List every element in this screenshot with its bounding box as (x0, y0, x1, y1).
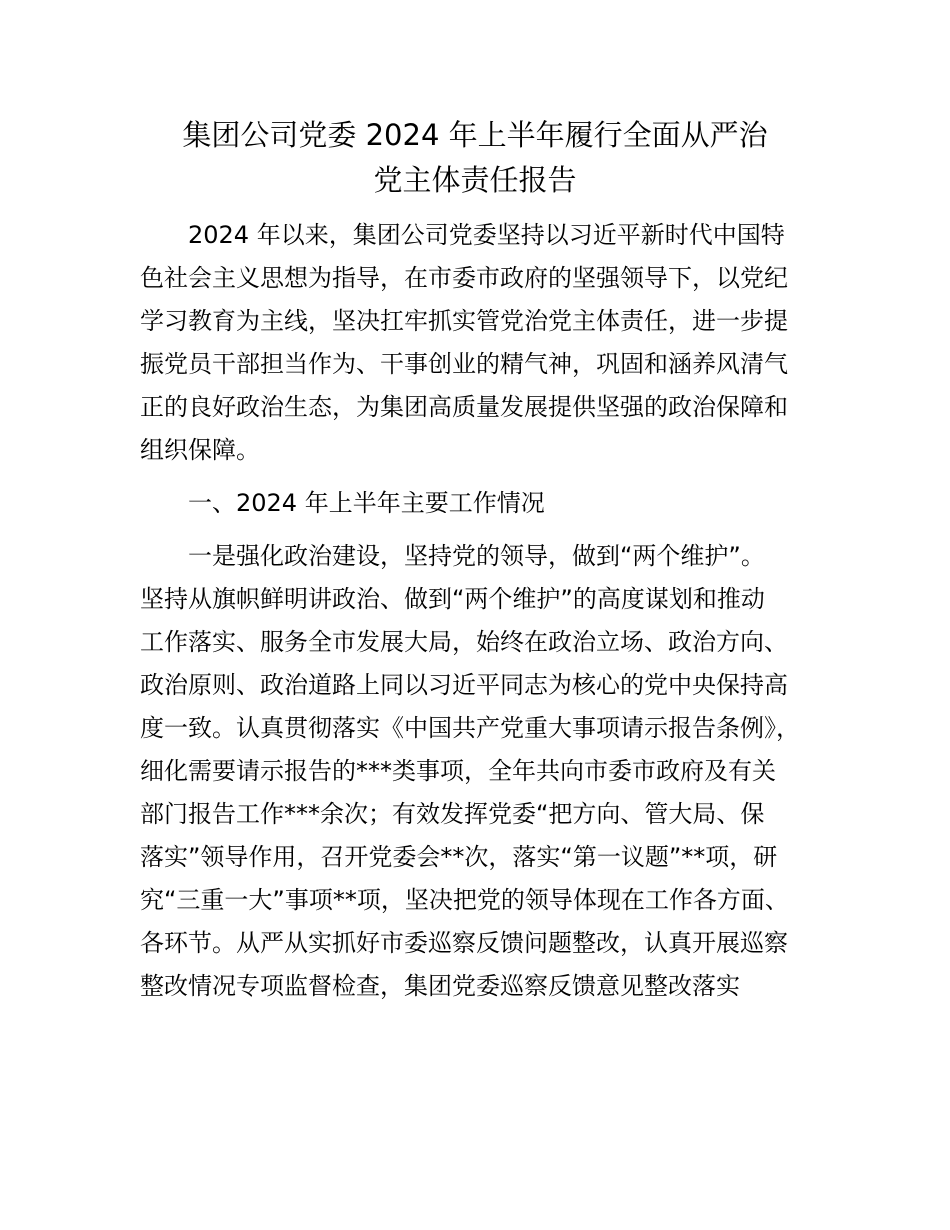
text-line: 各环节。从严从实抓好市委巡察反馈问题整改，认真开展巡察 (140, 929, 788, 957)
text-line: 正的良好政治生态，为集团高质量发展提供坚强的政治保障和 (140, 393, 788, 421)
text-line: 色社会主义思想为指导，在市委市政府的坚强领导下，以党纪 (140, 264, 788, 292)
document-title-line-2: 党主体责任报告 (373, 163, 577, 197)
text-line: 细化需要请示报告的***类事项，全年共向市委市政府及有关 (140, 757, 776, 785)
document-title-line-1: 集团公司党委 2024 年上半年履行全面从严治 (182, 118, 768, 152)
text-line: 学习教育为主线，坚决扛牢抓实管党治党主体责任，进一步提 (140, 307, 788, 335)
text-line: 振党员干部担当作为、干事创业的精气神，巩固和涵养风清气 (140, 350, 788, 378)
text-line: 度一致。认真贯彻落实《中国共产党重大事项请示报告条例》， (140, 714, 800, 742)
text-line: 落实”领导作用，召开党委会**次，落实“第一议题”**项，研 (140, 843, 778, 871)
text-line: 政治原则、政治道路上同以习近平同志为核心的党中央保持高 (140, 671, 788, 699)
text-line: 2024 年以来，集团公司党委坚持以习近平新时代中国特 (188, 221, 785, 249)
text-line: 工作落实、服务全市发展大局，始终在政治立场、政治方向、 (140, 628, 788, 656)
section-heading: 一、2024 年上半年主要工作情况 (188, 489, 545, 517)
text-line: 组织保障。 (140, 436, 260, 464)
text-line: 一是强化政治建设，坚持党的领导，做到“两个维护”。 (188, 542, 765, 570)
text-line: 整改情况专项监督检查，集团党委巡察反馈意见整改落实 (140, 972, 740, 1000)
text-line: 究“三重一大”事项**项，坚决把党的领导体现在工作各方面、 (140, 886, 789, 914)
text-line: 部门报告工作***余次；有效发挥党委“把方向、管大局、保 (140, 800, 765, 828)
text-line: 坚持从旗帜鲜明讲政治、做到“两个维护”的高度谋划和推动 (140, 585, 765, 613)
